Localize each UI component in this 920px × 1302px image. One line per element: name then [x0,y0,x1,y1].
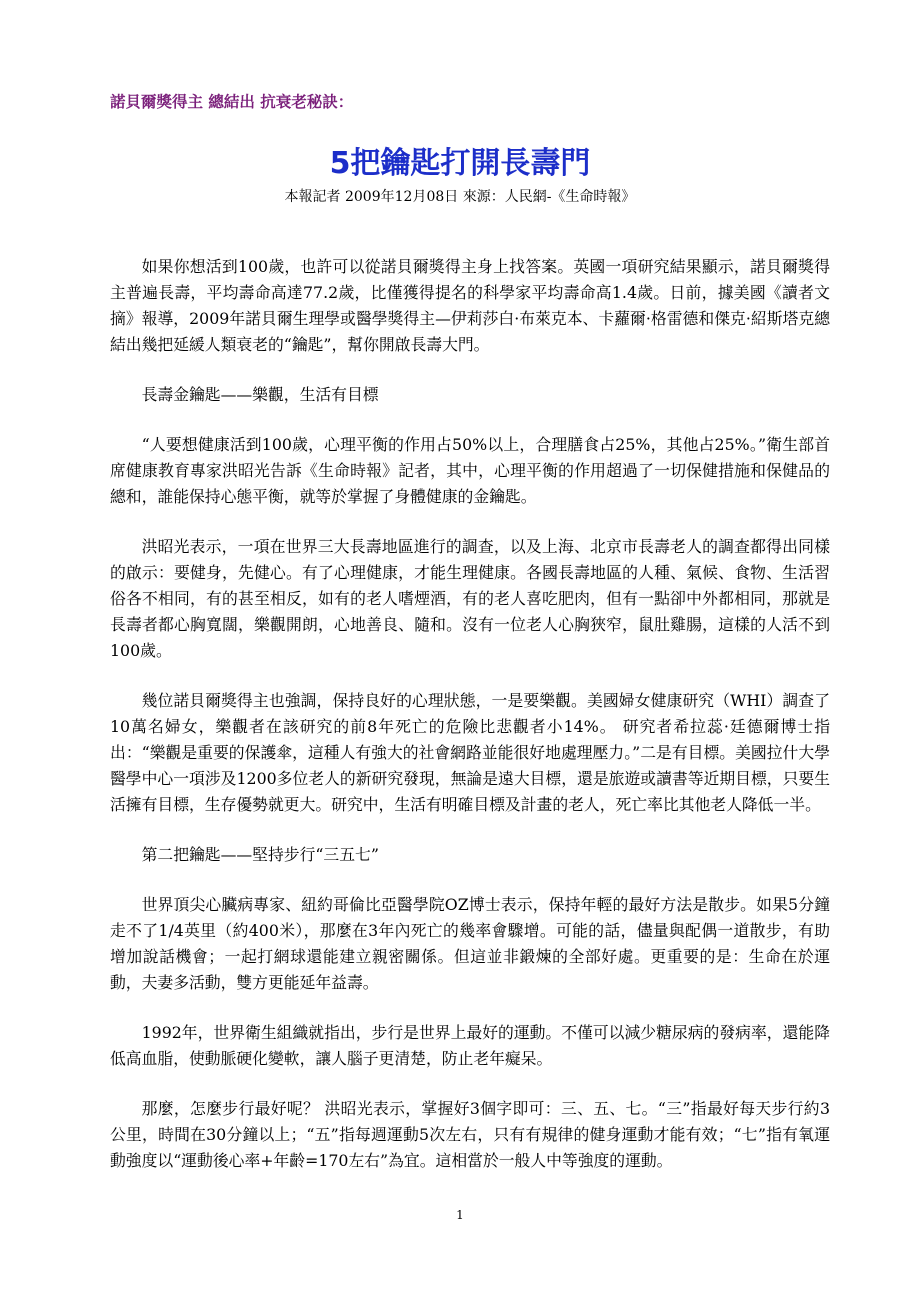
paragraph: 洪昭光表示，一項在世界三大長壽地區進行的調查，以及上海、北京市長壽老人的調查都得出同樣的啟示：要健身，先健心。有了心理健康，才能生理健康。各國長壽地區的人種、氣候、食物、生活習俗各不相同，有的甚至相反，如有的老人嗜煙酒，有的老人喜吃肥肉，但有一點卻中外都相同，那就是長壽者都心胸寬闊，樂觀開朗，心地善良、隨和。沒有一位老人心胸狹窄，鼠肚雞腸，這樣的人活不到100歲。 [110,537,830,660]
article-byline: 本報記者 2009年12月08日 來源：人民網-《生命時報》 [284,189,636,205]
paragraph: 1992年，世界衛生組織就指出，步行是世界上最好的運動。不僅可以減少糖尿病的發病率，還能降低高血脂，使動脈硬化變軟，讓人腦子更清楚，防止老年癡呆。 [110,1023,830,1068]
article-title: 5把鑰匙打開長壽門 [329,146,591,181]
paragraph-intro: 如果你想活到100歲，也許可以從諾貝爾獎得主身上找答案。英國一項研究結果顯示，諾貝爾獎得主普遍長壽，平均壽命高達77.2歲，比僅獲得提名的科學家平均壽命高1.4歲。日前，據美國《讀者文摘》報導，2009年諾貝爾生理學或醫學獎得主—伊莉莎白·布萊克本、卡蘿爾·格雷德和傑克·紹斯塔克總結出幾把延緩人類衰老的“鑰匙”，幫你開啟長壽大門。 [110,257,830,354]
paragraph: “人要想健康活到100歲，心理平衡的作用占50%以上，合理膳食占25%，其他占25%。”衛生部首席健康教育專家洪昭光告訴《生命時報》記者，其中，心理平衡的作用超過了一切保健措施和保健品的總和，誰能保持心態平衡，就等於掌握了身體健康的金鑰匙。 [110,435,830,506]
section-heading-1: 長壽金鑰匙——樂觀，生活有目標 [141,385,379,404]
paragraph: 那麼，怎麼步行最好呢？ 洪昭光表示，掌握好3個字即可：三、五、七。“三”指最好每天步行約3公里，時間在30分鐘以上；“五”指每週運動5次左右，只有有規律的健身運動才能有效；“七”指有氧運動強度以“運動後心率+年齡=170左右”為宜。這相當於一般人中等強度的運動。 [110,1099,830,1170]
page-number: 1 [456,1208,464,1222]
paragraph: 世界頂尖心臟病專家、紐約哥倫比亞醫學院OZ博士表示，保持年輕的最好方法是散步。如果5分鐘走不了1/4英里（約400米），那麼在3年內死亡的幾率會驟增。可能的話，儘量與配偶一道散步，有助增加說話機會；一起打網球還能建立親密關係。但這並非鍛煉的全部好處。更重要的是：生命在於運動，夫妻多活動，雙方更能延年益壽。 [110,895,830,992]
article-body [110,254,830,1198]
paragraph: 幾位諾貝爾獎得主也強調，保持良好的心理狀態，一是要樂觀。美國婦女健康研究（WHI）調查了10萬名婦女，樂觀者在該研究的前8年死亡的危險比悲觀者小14%。 研究者希拉蕊·廷德爾博士指出：“樂觀是重要的保護傘，這種人有強大的社會網路並能很好地處理壓力。”二是有目標。美國拉什大學醫學中心一項涉及1200多位老人的新研究發現，無論是遠大目標，還是旅遊或讀書等近期目標，只要生活擁有目標，生存優勢就更大。研究中，生活有明確目標及計畫的老人，死亡率比其他老人降低一半。 [110,691,830,814]
kicker-headline: 諾貝爾獎得主 總結出 抗衰老秘訣： [110,93,354,111]
section-heading-2: 第二把鑰匙——堅持步行“三五七” [141,845,379,864]
